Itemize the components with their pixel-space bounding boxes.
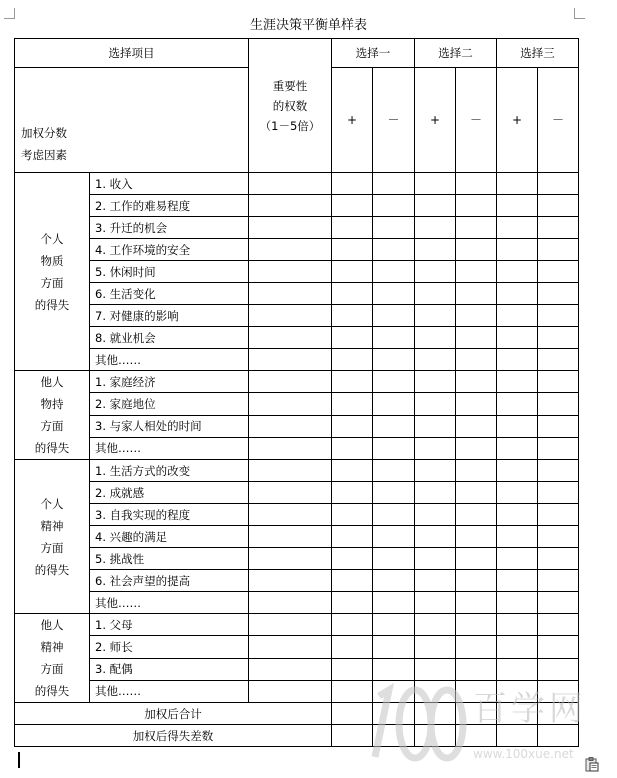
score-input-cell[interactable] (497, 371, 538, 393)
factor-item: 8. 就业机会 (90, 327, 249, 349)
weight-line-2: 的权数 (272, 98, 308, 113)
group-label (15, 614, 90, 703)
score-input-cell[interactable] (497, 592, 538, 614)
score-input-cell[interactable] (415, 349, 456, 371)
score-input-cell[interactable] (415, 261, 456, 283)
weighted-total-label: 加权后合计 (15, 703, 332, 725)
weighted-diff-label: 加权后得失差数 (15, 725, 332, 747)
score-input-cell[interactable] (497, 526, 538, 548)
factor-item: 5. 挑战性 (90, 548, 249, 570)
score-input-cell[interactable] (373, 173, 415, 195)
score-input-cell[interactable] (456, 614, 497, 636)
factor-item: 3. 自我实现的程度 (90, 504, 249, 526)
factor-item: 1. 生活方式的改变 (90, 460, 249, 482)
option-3-header: 选择三 (497, 39, 579, 68)
score-input-cell[interactable] (373, 592, 415, 614)
score-input-cell[interactable] (415, 437, 456, 459)
weight-input-cell[interactable] (249, 614, 332, 636)
score-input-cell[interactable] (497, 261, 538, 283)
score-input-cell[interactable] (415, 173, 456, 195)
weight-input-cell[interactable] (249, 592, 332, 614)
factor-item: 7. 对健康的影响 (90, 305, 249, 327)
score-input-cell[interactable] (415, 570, 456, 592)
score-input-cell[interactable] (538, 349, 579, 371)
weight-input-cell[interactable] (249, 482, 332, 504)
score-input-cell[interactable] (332, 504, 373, 526)
factor-item: 4. 兴趣的满足 (90, 526, 249, 548)
score-input-cell[interactable] (332, 217, 373, 239)
table-row (15, 173, 579, 195)
score-input-cell[interactable] (332, 371, 373, 393)
score-input-cell[interactable] (456, 570, 497, 592)
score-input-cell[interactable] (415, 636, 456, 658)
score-input-cell[interactable] (373, 570, 415, 592)
weight-input-cell[interactable] (249, 460, 332, 482)
score-input-cell[interactable] (497, 305, 538, 327)
weight-input-cell[interactable] (249, 283, 332, 305)
page-title: 生涯决策平衡单样表 (249, 18, 367, 33)
watermark-100-icon (375, 690, 463, 758)
factor-item: 3. 升迁的机会 (90, 217, 249, 239)
table-row (15, 482, 579, 504)
table-row (15, 570, 579, 592)
option-3-minus: － (538, 68, 579, 173)
group-label-line: 物质 (40, 253, 64, 268)
score-input-cell[interactable] (538, 548, 579, 570)
score-input-cell[interactable] (456, 482, 497, 504)
score-input-cell[interactable] (415, 504, 456, 526)
watermark-logo (355, 672, 617, 772)
score-input-cell[interactable] (373, 460, 415, 482)
score-input-cell[interactable] (538, 283, 579, 305)
score-input-cell[interactable] (373, 283, 415, 305)
group-label (15, 173, 90, 371)
score-input-cell[interactable] (373, 327, 415, 349)
factor-item: 2. 成就感 (90, 482, 249, 504)
weight-input-cell[interactable] (249, 195, 332, 217)
group-label-line: 精神 (40, 640, 64, 654)
score-input-cell[interactable] (497, 217, 538, 239)
score-input-cell[interactable] (538, 437, 579, 459)
score-input-cell[interactable] (497, 415, 538, 437)
weight-input-cell[interactable] (249, 393, 332, 415)
factor-item: 1. 家庭经济 (90, 371, 249, 393)
score-input-cell[interactable] (497, 437, 538, 459)
score-input-cell[interactable] (456, 195, 497, 217)
table-row (15, 327, 579, 349)
score-input-cell[interactable] (332, 548, 373, 570)
score-input-cell[interactable] (332, 283, 373, 305)
score-input-cell[interactable] (456, 460, 497, 482)
paste-options-icon[interactable] (585, 757, 599, 772)
score-input-cell[interactable] (415, 592, 456, 614)
factor-item: 其他…… (90, 592, 249, 614)
score-input-cell[interactable] (373, 349, 415, 371)
weight-input-cell[interactable] (249, 217, 332, 239)
table-row (15, 195, 579, 217)
table-row (15, 504, 579, 526)
score-input-cell[interactable] (538, 261, 579, 283)
weight-input-cell[interactable] (249, 437, 332, 459)
score-input-cell[interactable] (456, 371, 497, 393)
weight-input-cell[interactable] (249, 658, 332, 680)
score-input-cell[interactable] (538, 393, 579, 415)
score-input-cell[interactable] (332, 614, 373, 636)
score-input-cell[interactable] (332, 636, 373, 658)
score-input-cell[interactable] (456, 283, 497, 305)
score-input-cell[interactable] (415, 283, 456, 305)
score-input-cell[interactable] (332, 327, 373, 349)
score-input-cell[interactable] (332, 261, 373, 283)
score-input-cell[interactable] (332, 482, 373, 504)
score-input-cell[interactable] (332, 437, 373, 459)
select-item-header: 选择项目 (15, 39, 249, 68)
score-input-cell[interactable] (456, 349, 497, 371)
score-input-cell[interactable] (456, 526, 497, 548)
score-input-cell[interactable] (538, 570, 579, 592)
factor-item: 2. 家庭地位 (90, 393, 249, 415)
group-label-line: 的得失 (34, 297, 70, 312)
score-input-cell[interactable] (415, 371, 456, 393)
score-input-cell[interactable] (373, 504, 415, 526)
table-row (15, 239, 579, 261)
score-input-cell[interactable] (538, 592, 579, 614)
score-input-cell[interactable] (456, 327, 497, 349)
score-input-cell[interactable] (456, 548, 497, 570)
score-input-cell[interactable] (497, 548, 538, 570)
option-2-plus: + (415, 68, 456, 173)
watermark-url: www.100xue.net (473, 747, 574, 761)
score-input-cell[interactable] (415, 415, 456, 437)
score-input-cell[interactable] (373, 261, 415, 283)
score-input-cell[interactable] (456, 504, 497, 526)
score-input-cell[interactable] (373, 393, 415, 415)
group-label-line: 的得失 (34, 441, 70, 455)
score-input-cell[interactable] (415, 393, 456, 415)
group-label-line: 他人 (40, 618, 64, 632)
group-label-line: 方面 (40, 275, 64, 290)
weight-input-cell[interactable] (249, 327, 332, 349)
weight-input-cell[interactable] (249, 526, 332, 548)
score-input-cell[interactable] (456, 636, 497, 658)
group-label (15, 460, 90, 614)
factor-item: 其他…… (90, 680, 249, 702)
score-input-cell[interactable] (415, 217, 456, 239)
weight-input-cell[interactable] (249, 239, 332, 261)
group-label (15, 371, 90, 460)
factor-line-1: 加权分数 (21, 126, 67, 140)
score-input-cell[interactable] (373, 239, 415, 261)
weight-input-cell[interactable] (249, 504, 332, 526)
score-input-cell[interactable] (373, 636, 415, 658)
weight-input-cell[interactable] (249, 570, 332, 592)
score-input-cell[interactable] (373, 482, 415, 504)
factor-item: 6. 生活变化 (90, 283, 249, 305)
score-input-cell[interactable] (415, 195, 456, 217)
group-label-line: 方面 (40, 662, 64, 676)
score-input-cell[interactable] (332, 305, 373, 327)
weight-line-3: （1－5倍） (259, 118, 321, 133)
group-label-line: 方面 (40, 419, 64, 433)
score-input-cell[interactable] (373, 305, 415, 327)
score-input-cell[interactable] (332, 592, 373, 614)
score-input-cell[interactable] (538, 371, 579, 393)
score-input-cell[interactable] (332, 526, 373, 548)
score-input-cell[interactable] (497, 195, 538, 217)
factor-item: 2. 师长 (90, 636, 249, 658)
score-input-cell[interactable] (456, 261, 497, 283)
score-input-cell[interactable] (332, 195, 373, 217)
group-label-line: 的得失 (34, 684, 70, 698)
score-input-cell[interactable] (415, 305, 456, 327)
table-row (15, 371, 579, 393)
score-input-cell[interactable] (497, 482, 538, 504)
score-input-cell[interactable] (497, 393, 538, 415)
score-input-cell[interactable] (332, 570, 373, 592)
watermark-brand: 百学网 (473, 689, 587, 729)
table-row (15, 636, 579, 658)
score-input-cell[interactable] (332, 239, 373, 261)
score-input-cell[interactable] (373, 217, 415, 239)
score-input-cell[interactable] (332, 393, 373, 415)
option-3-plus: + (497, 68, 538, 173)
score-input-cell[interactable] (538, 504, 579, 526)
score-input-cell[interactable] (538, 327, 579, 349)
factor-item: 其他…… (90, 437, 249, 459)
weight-header (249, 39, 332, 173)
score-input-cell[interactable] (538, 460, 579, 482)
weight-input-cell[interactable] (249, 415, 332, 437)
factor-item: 1. 收入 (90, 173, 249, 195)
score-input-cell[interactable] (332, 173, 373, 195)
score-input-cell[interactable] (415, 460, 456, 482)
table-row (15, 592, 579, 614)
score-input-cell[interactable] (538, 526, 579, 548)
table-row (15, 217, 579, 239)
group-label-line: 物持 (40, 397, 64, 411)
factor-item: 6. 社会声望的提高 (90, 570, 249, 592)
score-input-cell[interactable] (538, 482, 579, 504)
score-input-cell[interactable] (332, 460, 373, 482)
balance-sheet-table (14, 38, 579, 747)
score-input-cell[interactable] (332, 415, 373, 437)
group-label-line: 的得失 (34, 562, 70, 577)
score-input-cell[interactable] (497, 460, 538, 482)
score-input-cell[interactable] (456, 415, 497, 437)
score-input-cell[interactable] (373, 548, 415, 570)
weight-input-cell[interactable] (249, 548, 332, 570)
score-input-cell[interactable] (456, 239, 497, 261)
group-label-line: 个人 (40, 231, 64, 246)
table-row (15, 614, 579, 636)
score-input-cell[interactable] (538, 636, 579, 658)
weight-input-cell[interactable] (249, 305, 332, 327)
option-1-plus: + (332, 68, 373, 173)
option-1-header: 选择一 (332, 39, 415, 68)
option-1-minus: － (373, 68, 415, 173)
factor-item: 4. 工作环境的安全 (90, 239, 249, 261)
score-input-cell[interactable] (456, 173, 497, 195)
table-row (15, 437, 579, 459)
weight-input-cell[interactable] (249, 349, 332, 371)
weight-input-cell[interactable] (249, 261, 332, 283)
score-input-cell[interactable] (456, 393, 497, 415)
score-input-cell[interactable] (415, 526, 456, 548)
score-input-cell[interactable] (415, 482, 456, 504)
score-input-cell[interactable] (497, 636, 538, 658)
score-input-cell[interactable] (456, 437, 497, 459)
score-input-cell[interactable] (497, 349, 538, 371)
score-input-cell[interactable] (538, 195, 579, 217)
score-input-cell[interactable] (538, 415, 579, 437)
table-row (15, 548, 579, 570)
group-label-line: 个人 (40, 496, 64, 511)
score-input-cell[interactable] (497, 239, 538, 261)
group-label-line: 他人 (40, 375, 64, 389)
group-label-line: 方面 (40, 540, 64, 555)
factor-item: 其他…… (90, 349, 249, 371)
score-input-cell[interactable] (373, 415, 415, 437)
weight-line-1: 重要性 (272, 78, 308, 93)
score-input-cell[interactable] (373, 526, 415, 548)
score-input-cell[interactable] (415, 548, 456, 570)
score-input-cell[interactable] (373, 195, 415, 217)
score-input-cell[interactable] (497, 504, 538, 526)
group-label-line: 精神 (40, 518, 64, 533)
factor-item: 3. 与家人相处的时间 (90, 415, 249, 437)
score-input-cell[interactable] (538, 614, 579, 636)
table-row (15, 526, 579, 548)
factor-header (15, 68, 249, 173)
table-row (15, 393, 579, 415)
score-input-cell[interactable] (373, 371, 415, 393)
table-row (15, 283, 579, 305)
factor-item: 2. 工作的难易程度 (90, 195, 249, 217)
factor-item: 5. 休闲时间 (90, 261, 249, 283)
text-cursor (18, 752, 20, 768)
table-row (15, 305, 579, 327)
score-input-cell[interactable] (538, 217, 579, 239)
factor-line-2: 考虑因素 (21, 148, 67, 162)
weight-input-cell[interactable] (249, 680, 332, 702)
score-input-cell[interactable] (456, 305, 497, 327)
score-input-cell[interactable] (497, 614, 538, 636)
score-input-cell[interactable] (497, 327, 538, 349)
score-input-cell[interactable] (415, 327, 456, 349)
score-input-cell[interactable] (332, 349, 373, 371)
option-2-header: 选择二 (415, 39, 497, 68)
weight-input-cell[interactable] (249, 371, 332, 393)
score-input-cell[interactable] (497, 283, 538, 305)
score-input-cell[interactable] (415, 614, 456, 636)
score-input-cell[interactable] (373, 614, 415, 636)
table-row (15, 349, 579, 371)
score-input-cell[interactable] (538, 173, 579, 195)
score-input-cell[interactable] (456, 592, 497, 614)
factor-item: 1. 父母 (90, 614, 249, 636)
score-input-cell[interactable] (538, 239, 579, 261)
score-input-cell[interactable] (497, 173, 538, 195)
weight-input-cell[interactable] (249, 173, 332, 195)
score-input-cell[interactable] (538, 305, 579, 327)
score-input-cell[interactable] (497, 570, 538, 592)
factor-item: 3. 配偶 (90, 658, 249, 680)
table-row (15, 261, 579, 283)
table-row (15, 415, 579, 437)
option-2-minus: － (456, 68, 497, 173)
weight-input-cell[interactable] (249, 636, 332, 658)
score-input-cell[interactable] (415, 239, 456, 261)
table-row (15, 460, 579, 482)
score-input-cell[interactable] (373, 437, 415, 459)
score-input-cell[interactable] (456, 217, 497, 239)
